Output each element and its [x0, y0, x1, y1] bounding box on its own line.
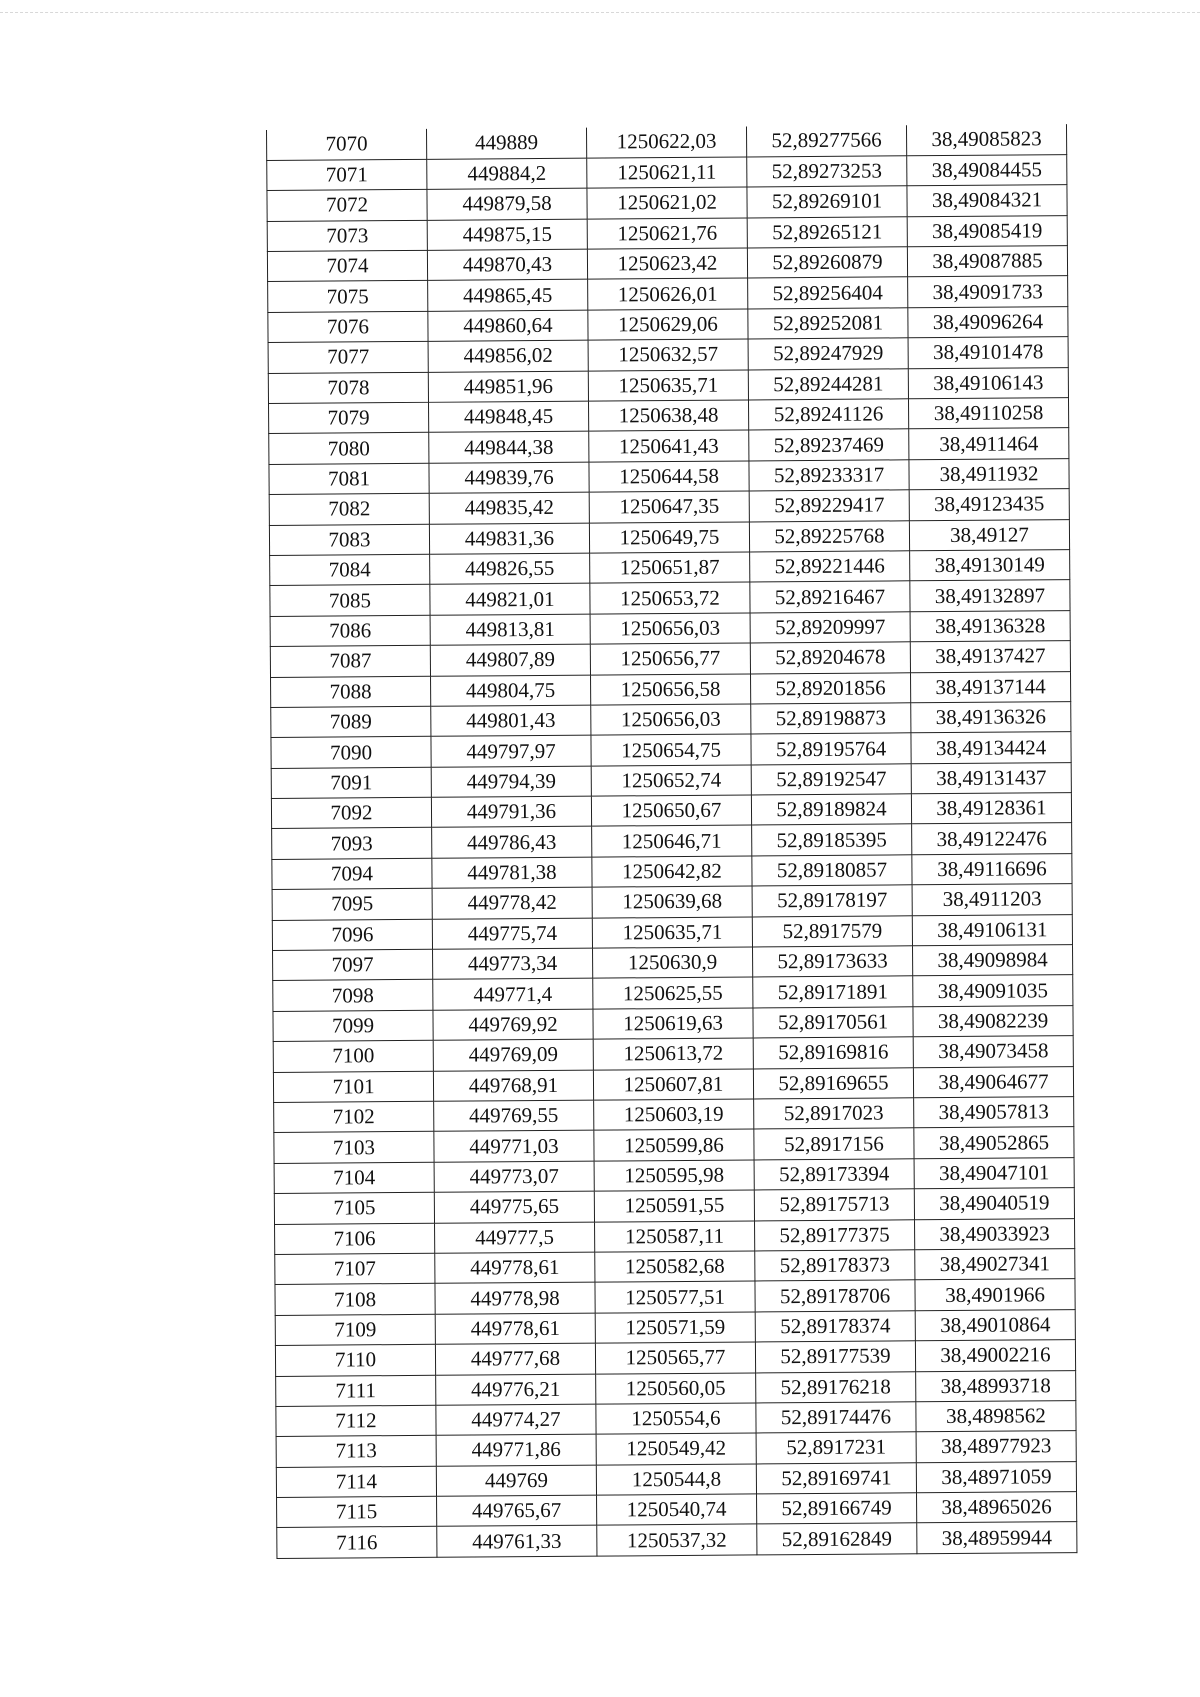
table-cell: 449761,33: [437, 1526, 597, 1558]
table-cell: 52,89241126: [748, 399, 908, 431]
table-cell: 38,49110258: [908, 398, 1068, 430]
table-cell: 52,89180857: [752, 855, 912, 887]
table-cell: 1250549,42: [596, 1433, 756, 1465]
table-cell: 7084: [270, 554, 430, 586]
table-cell: 449769,55: [434, 1100, 594, 1132]
table-cell: 38,49040519: [914, 1188, 1074, 1220]
table-cell: 449769,92: [433, 1009, 593, 1041]
table-cell: 52,8917156: [754, 1128, 914, 1160]
table-cell: 52,89175713: [754, 1189, 914, 1221]
table-cell: 7094: [272, 858, 432, 890]
table-cell: 1250635,71: [588, 370, 748, 402]
table-cell: 38,49084321: [907, 185, 1067, 217]
table-cell: 7082: [269, 494, 429, 526]
table-cell: 449771,4: [433, 979, 593, 1011]
table-cell: 1250641,43: [589, 430, 749, 462]
table-cell: 52,89169741: [756, 1462, 916, 1494]
table-cell: 52,89192547: [751, 763, 911, 795]
table-cell: 1250619,63: [593, 1008, 753, 1040]
table-cell: 38,49122476: [912, 823, 1072, 855]
table-cell: 38,48965026: [917, 1492, 1077, 1524]
table-cell: 52,89174476: [756, 1402, 916, 1434]
table-cell: 38,49134424: [911, 732, 1071, 764]
table-cell: 38,49106131: [912, 914, 1072, 946]
table-cell: 52,89229417: [749, 490, 909, 522]
table-cell: 7087: [270, 645, 430, 677]
table-cell: 449804,75: [431, 675, 591, 707]
table-cell: 1250540,74: [597, 1494, 757, 1526]
table-cell: 52,89265121: [747, 216, 907, 248]
table-cell: 52,89198873: [751, 703, 911, 735]
table-cell: 449769,09: [433, 1039, 593, 1071]
table-cell: 7088: [271, 676, 431, 708]
table-cell: 1250607,81: [593, 1069, 753, 1101]
table-cell: 1250587,11: [595, 1221, 755, 1253]
table-cell: 449797,97: [431, 735, 591, 767]
table-cell: 1250642,82: [592, 856, 752, 888]
table-cell: 7106: [275, 1223, 435, 1255]
table-cell: 38,49085823: [906, 124, 1066, 156]
table-cell: 7090: [271, 737, 431, 769]
table-cell: 1250621,02: [587, 187, 747, 219]
table-cell: 7078: [268, 372, 428, 404]
table-cell: 449791,36: [431, 796, 591, 828]
table-cell: 7073: [267, 220, 427, 252]
table-cell: 449771,86: [436, 1434, 596, 1466]
table-cell: 449813,81: [430, 614, 590, 646]
table-cell: 449848,45: [429, 401, 589, 433]
table-cell: 52,89225768: [749, 520, 909, 552]
table-cell: 449851,96: [428, 371, 588, 403]
table-cell: 449831,36: [429, 523, 589, 555]
table-cell: 38,49136326: [911, 702, 1071, 734]
table-cell: 52,89178197: [752, 885, 912, 917]
table-cell: 52,89233317: [749, 460, 909, 492]
table-cell: 449769: [436, 1465, 596, 1497]
table-cell: 1250647,35: [589, 491, 749, 523]
table-cell: 7070: [267, 129, 427, 161]
table-cell: 38,49091035: [913, 975, 1073, 1007]
table-cell: 7098: [273, 980, 433, 1012]
table-cell: 1250639,68: [592, 886, 752, 918]
table-cell: 52,8917231: [756, 1432, 916, 1464]
table-cell: 7071: [267, 159, 427, 191]
table-cell: 52,89178706: [755, 1280, 915, 1312]
table-cell: 1250544,8: [596, 1464, 756, 1496]
table-cell: 52,89216467: [750, 581, 910, 613]
table-cell: 449768,91: [433, 1070, 593, 1102]
table-cell: 38,48977923: [916, 1431, 1076, 1463]
table-cell: 1250652,74: [591, 765, 751, 797]
table-cell: 38,48959944: [917, 1522, 1077, 1554]
table-cell: 52,89185395: [752, 824, 912, 856]
table-cell: 7110: [275, 1344, 435, 1376]
table-cell: 7111: [276, 1375, 436, 1407]
table-cell: 449774,27: [436, 1404, 596, 1436]
table-cell: 1250621,76: [587, 218, 747, 250]
table-cell: 449776,21: [436, 1374, 596, 1406]
table-cell: 449821,01: [430, 583, 590, 615]
table-cell: 1250622,03: [586, 126, 746, 158]
table-cell: 449860,64: [428, 310, 588, 342]
table-cell: 1250629,06: [588, 309, 748, 341]
table-cell: 449778,61: [435, 1252, 595, 1284]
table-cell: 38,48971059: [916, 1461, 1076, 1493]
table-cell: 52,89176218: [756, 1371, 916, 1403]
table-cell: 7103: [274, 1132, 434, 1164]
table-cell: 449870,43: [427, 249, 587, 281]
table-cell: 38,49047101: [914, 1157, 1074, 1189]
table-cell: 449773,34: [433, 948, 593, 980]
table-cell: 1250613,72: [593, 1038, 753, 1070]
table-cell: 7109: [275, 1314, 435, 1346]
coordinates-table: [266, 124, 1077, 1559]
table-cell: 52,89256404: [748, 277, 908, 309]
table-cell: 52,89171891: [753, 976, 913, 1008]
table-cell: 7079: [269, 402, 429, 434]
table-cell: 1250582,68: [595, 1251, 755, 1283]
table-cell: 449844,38: [429, 432, 589, 464]
table-cell: 52,89247929: [748, 338, 908, 370]
table-cell: 38,49131437: [911, 762, 1071, 794]
table-cell: 1250603,19: [594, 1099, 754, 1131]
table-cell: 38,49116696: [912, 853, 1072, 885]
table-cell: 52,89178373: [755, 1250, 915, 1282]
table-cell: 449801,43: [431, 705, 591, 737]
table-cell: 38,49096264: [908, 306, 1068, 338]
table-cell: 7092: [271, 797, 431, 829]
table-cell: 7105: [274, 1192, 434, 1224]
table-cell: 1250630,9: [593, 947, 753, 979]
table-cell: 449765,67: [437, 1495, 597, 1527]
table-cell: 1250650,67: [591, 795, 751, 827]
table-cell: 7097: [273, 949, 433, 981]
table-cell: 449839,76: [429, 462, 589, 494]
table-cell: 52,89195764: [751, 733, 911, 765]
table-cell: 38,4911203: [912, 884, 1072, 916]
table-cell: 52,89178374: [755, 1311, 915, 1343]
table-cell: 38,49064677: [913, 1066, 1073, 1098]
table-cell: 7096: [272, 919, 432, 951]
table-cell: 7077: [268, 342, 428, 374]
table-cell: 7100: [273, 1041, 433, 1073]
table-cell: 52,89221446: [750, 551, 910, 583]
table-cell: 38,4901966: [915, 1279, 1075, 1311]
table-cell: 38,4898562: [916, 1401, 1076, 1433]
table-cell: 52,89173394: [754, 1159, 914, 1191]
table-cell: 38,49073458: [913, 1036, 1073, 1068]
table-cell: 1250644,58: [589, 461, 749, 493]
table-cell: 52,89204678: [750, 642, 910, 674]
table-cell: 52,89169816: [753, 1037, 913, 1069]
table-cell: 7114: [276, 1466, 436, 1498]
table-cell: 449777,5: [435, 1222, 595, 1254]
table-cell: 449777,68: [435, 1343, 595, 1375]
table-cell: 38,49085419: [907, 215, 1067, 247]
table-cell: 1250653,72: [590, 582, 750, 614]
table-cell: 38,49052865: [914, 1127, 1074, 1159]
table-cell: 52,89237469: [749, 429, 909, 461]
table-cell: 1250571,59: [595, 1312, 755, 1344]
table-cell: 38,49027341: [915, 1249, 1075, 1281]
table-cell: 38,49130149: [910, 550, 1070, 582]
table-cell: 38,49082239: [913, 1005, 1073, 1037]
table-cell: 1250656,03: [590, 613, 750, 645]
table-cell: 38,49123435: [909, 489, 1069, 521]
table-cell: 1250632,57: [588, 339, 748, 371]
table-cell: 7112: [276, 1405, 436, 1437]
table-cell: 1250626,01: [588, 278, 748, 310]
table-cell: 449771,03: [434, 1131, 594, 1163]
table-cell: 1250560,05: [596, 1372, 756, 1404]
table-cell: 1250638,48: [588, 400, 748, 432]
table-cell: 38,49098984: [912, 945, 1072, 977]
table-cell: 52,89177375: [755, 1219, 915, 1251]
table-cell: 1250625,55: [593, 977, 753, 1009]
table-cell: 449775,65: [434, 1191, 594, 1223]
table-cell: 38,49128361: [911, 793, 1071, 825]
table-cell: 7095: [272, 889, 432, 921]
table-cell: 1250565,77: [595, 1342, 755, 1374]
table-cell: 7104: [274, 1162, 434, 1194]
table-cell: 449807,89: [430, 644, 590, 676]
table-cell: 38,49106143: [908, 367, 1068, 399]
table-cell: 52,89162849: [757, 1523, 917, 1555]
table-cell: 7081: [269, 463, 429, 495]
table-cell: 449835,42: [429, 492, 589, 524]
table-cell: 52,89273253: [747, 156, 907, 188]
table-cell: 7076: [268, 311, 428, 343]
coordinates-table-body: [267, 124, 1077, 1558]
table-cell: 7072: [267, 190, 427, 222]
table-cell: 7108: [275, 1284, 435, 1316]
table-cell: 7116: [277, 1527, 437, 1559]
table-cell: 1250554,6: [596, 1403, 756, 1435]
table-cell: 1250595,98: [594, 1160, 754, 1192]
table-cell: 38,4911464: [909, 428, 1069, 460]
table-cell: 38,49101478: [908, 337, 1068, 369]
table-cell: 52,8917579: [752, 915, 912, 947]
table-cell: 1250651,87: [590, 552, 750, 584]
table-cell: 449786,43: [432, 827, 592, 859]
table-cell: 1250537,32: [597, 1524, 757, 1556]
table-cell: 52,89169655: [753, 1067, 913, 1099]
table-cell: 38,49057813: [914, 1097, 1074, 1129]
table-cell: 1250656,77: [590, 643, 750, 675]
table-row: [277, 1522, 1077, 1558]
table-cell: 7091: [271, 767, 431, 799]
table-cell: 7075: [268, 281, 428, 313]
table-cell: 52,89209997: [750, 612, 910, 644]
table-cell: 52,89189824: [751, 794, 911, 826]
table-cell: 1250591,55: [594, 1190, 754, 1222]
table-cell: 1250649,75: [589, 522, 749, 554]
table-cell: 52,89173633: [753, 946, 913, 978]
table-cell: 1250656,03: [591, 704, 751, 736]
table-cell: 52,89269101: [747, 186, 907, 218]
table-cell: 52,89252081: [748, 308, 908, 340]
table-cell: 449865,45: [428, 280, 588, 312]
table-cell: 449773,07: [434, 1161, 594, 1193]
table-cell: 1250635,71: [592, 917, 752, 949]
table-cell: 449856,02: [428, 340, 588, 372]
table-cell: 449884,2: [427, 158, 587, 190]
table-cell: 7107: [275, 1253, 435, 1285]
table-cell: 1250577,51: [595, 1281, 755, 1313]
table-cell: 52,89260879: [747, 247, 907, 279]
table-cell: 1250621,11: [587, 157, 747, 189]
table-cell: 38,49127: [909, 519, 1069, 551]
table-cell: 7080: [269, 433, 429, 465]
table-cell: 52,89177539: [755, 1341, 915, 1373]
table-cell: 7074: [267, 250, 427, 282]
table-cell: 38,49010864: [915, 1309, 1075, 1341]
table-cell: 7113: [276, 1436, 436, 1468]
table-cell: 449781,38: [432, 857, 592, 889]
table-cell: 38,49132897: [910, 580, 1070, 612]
table-cell: 38,49091733: [908, 276, 1068, 308]
table-cell: 38,48993718: [916, 1370, 1076, 1402]
table-cell: 52,89277566: [746, 125, 906, 157]
table-cell: 52,89244281: [748, 368, 908, 400]
table-cell: 449778,42: [432, 887, 592, 919]
scan-edge-line: [0, 12, 1200, 13]
table-cell: 7115: [277, 1496, 437, 1528]
table-cell: 1250599,86: [594, 1129, 754, 1161]
table-cell: 449778,61: [435, 1313, 595, 1345]
table-cell: 7085: [270, 585, 430, 617]
table-cell: 449875,15: [427, 219, 587, 251]
table-cell: 7086: [270, 615, 430, 647]
table-cell: 7089: [271, 706, 431, 738]
table-cell: 7083: [269, 524, 429, 556]
table-cell: 449794,39: [431, 766, 591, 798]
table-cell: 1250656,58: [591, 673, 751, 705]
table-cell: 7099: [273, 1010, 433, 1042]
table-cell: 38,49033923: [915, 1218, 1075, 1250]
table-cell: 449778,98: [435, 1282, 595, 1314]
table-cell: 38,49084455: [907, 155, 1067, 187]
table-cell: 38,49137427: [910, 641, 1070, 673]
table-cell: 38,49002216: [915, 1340, 1075, 1372]
table-cell: 38,4911932: [909, 458, 1069, 490]
table-cell: 38,49087885: [907, 246, 1067, 278]
table-cell: 52,89201856: [750, 672, 910, 704]
table-cell: 449879,58: [427, 188, 587, 220]
table-cell: 7102: [274, 1101, 434, 1133]
table-cell: 52,8917023: [754, 1098, 914, 1130]
table-cell: 38,49137144: [910, 671, 1070, 703]
table-cell: 449889: [426, 128, 586, 160]
table-cell: 449826,55: [430, 553, 590, 585]
table-cell: 1250623,42: [587, 248, 747, 280]
table-cell: 7101: [273, 1071, 433, 1103]
table-cell: 38,49136328: [910, 610, 1070, 642]
table-cell: 52,89170561: [753, 1007, 913, 1039]
table-cell: 7093: [272, 828, 432, 860]
table-cell: 449775,74: [432, 918, 592, 950]
table-cell: 52,89166749: [757, 1493, 917, 1525]
table-cell: 1250654,75: [591, 734, 751, 766]
table-cell: 1250646,71: [592, 825, 752, 857]
